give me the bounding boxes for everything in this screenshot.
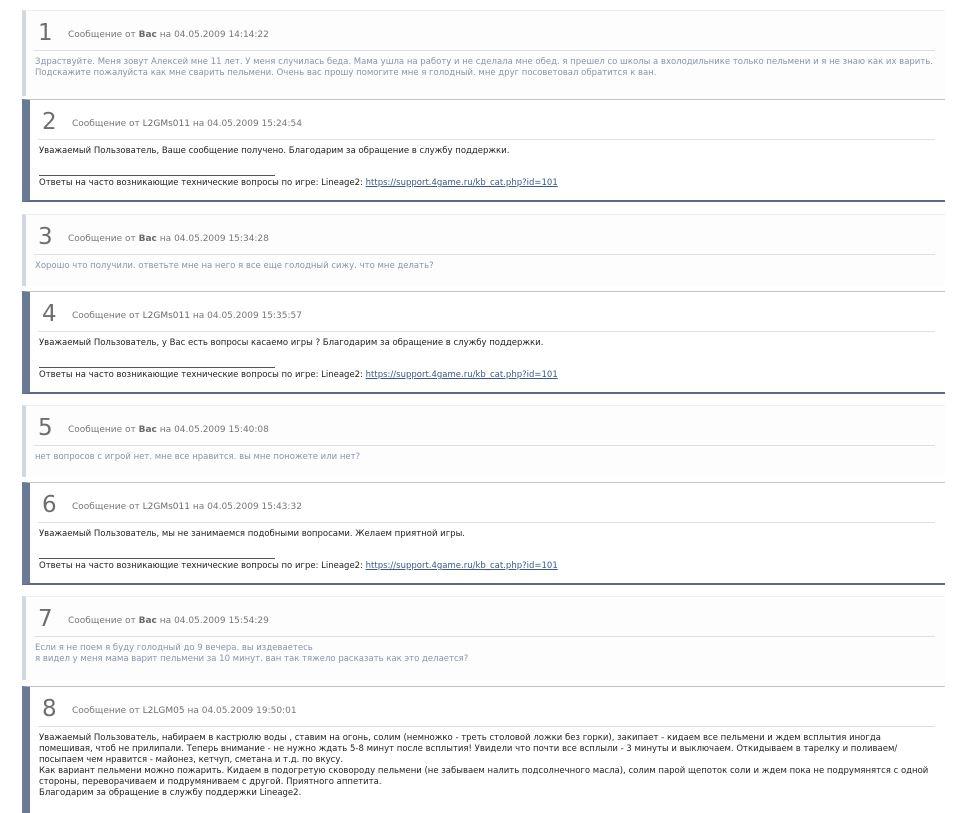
message-4 [22,291,945,394]
message-meta: Сообщение от Вас на 04.05.2009 15:54:29 [68,616,269,626]
message-author: Вас [138,616,157,626]
message-number: 8 [42,696,57,722]
message-number: 5 [38,415,53,441]
message-datetime: 04.05.2009 15:43:32 [207,502,302,512]
message-author: L2GMs011 [142,502,190,512]
message-header [38,696,935,727]
message-body: Уважаемый Пользователь, у Вас есть вопросы касаемо игры ? Благодарим за обращение в службу поддержки. [39,338,544,348]
message-number: 3 [38,224,53,250]
message-meta: Сообщение от L2GMs011 на 04.05.2009 15:24:54 [72,119,302,129]
message-meta: Сообщение от L2LGM05 на 04.05.2009 19:50:01 [72,706,297,716]
signature: Ответы на часто возникающие технические вопросы по игре: Lineage2: https://support.4game.ru/kb_cat.php?id=101 [39,178,558,188]
message-header [38,109,935,140]
message-datetime: 04.05.2009 15:40:08 [174,425,269,435]
signature-divider [39,175,275,176]
message-header [38,301,935,332]
message-2 [22,99,945,202]
message-body: Здраствуйте. Меня зовут Алексей мне 11 лет. У меня случилась беда. Мама ушла на работу и не сделала мне обед. я прешел со школы а вхолодильнике только пельмени и я не знаю как их варить. Подскажите пожалуйста как мне сварить пельмени. Очень вас прошу помогите мне я голодный. мне друг посоветовал обратится к ван. [35,57,933,78]
message-meta: Сообщение от Вас на 04.05.2009 15:34:28 [68,234,269,244]
message-author: L2GMs011 [142,119,190,129]
message-author: Вас [138,425,157,435]
message-meta: Сообщение от Вас на 04.05.2009 15:40:08 [68,425,269,435]
message-number: 2 [42,109,57,135]
message-meta: Сообщение от L2GMs011 на 04.05.2009 15:35:57 [72,311,302,321]
faq-link[interactable]: https://support.4game.ru/kb_cat.php?id=101 [365,561,558,571]
message-6 [22,482,945,585]
message-header [38,492,935,523]
message-5 [22,405,945,477]
message-body: Уважаемый Пользователь, набираем в кастрюлю воды , ставим на огонь, солим (немножко - треть столовой ложки без горки), закипает - кидаем все пельмени и ждем всплытия иногда помешивая, чтоб не прилипали. Теперь внимание - не нужно ждать 5-8 минут после всплытия! Увидели что почти все всплыли - 3 минуты и выключаем. Откидываем в тарелку и поливаем/посыпаем чем нравится - майонез, кетчуп, сметана и т.д. по вкусу. Как вариант пельмени можно пожарить. Кидаем в подогретую сковороду пельмени (не забываем налить подсолнечного масла), солим парой щепоток соли и ждем пока не подрумянятся с одной стороны, переворачиваем и подрумяниваем с другой. Приятного аппетита. Благодарим за обращение в службу поддержки Lineage2. [39,733,929,798]
message-author: Вас [138,30,157,40]
message-body: Уважаемый Пользователь, Ваше сообщение получено. Благодарим за обращение в службу поддержки. [39,146,510,156]
message-datetime: 04.05.2009 15:24:54 [207,119,302,129]
message-7 [22,596,945,680]
signature-divider [39,367,275,368]
message-number: 7 [38,606,53,632]
faq-link[interactable]: https://support.4game.ru/kb_cat.php?id=101 [365,370,558,380]
message-datetime: 04.05.2009 15:54:29 [174,616,269,626]
message-number: 4 [42,301,57,327]
message-header [34,606,935,637]
message-3 [22,214,945,286]
message-number: 6 [42,492,57,518]
message-author: L2LGM05 [142,706,185,716]
message-header [34,224,935,255]
signature: Ответы на часто возникающие технические вопросы по игре: Lineage2: https://support.4game.ru/kb_cat.php?id=101 [39,561,558,571]
message-author: Вас [138,234,157,244]
message-meta: Сообщение от Вас на 04.05.2009 14:14:22 [68,30,269,40]
message-1 [22,10,945,96]
message-author: L2GMs011 [142,311,190,321]
signature: Ответы на часто возникающие технические вопросы по игре: Lineage2: https://support.4game.ru/kb_cat.php?id=101 [39,370,558,380]
message-datetime: 04.05.2009 15:35:57 [207,311,302,321]
message-header [34,415,935,446]
signature-divider [39,558,275,559]
message-8 [22,686,945,813]
message-datetime: 04.05.2009 14:14:22 [174,30,269,40]
faq-link[interactable]: https://support.4game.ru/kb_cat.php?id=101 [365,178,558,188]
message-body: Если я не поем я буду голодный до 9 вечера. вы издеваетесь я видел у меня мама варит пельмени за 10 минут. ван так тяжело расказать как это делается? [35,643,469,664]
message-body: Хорошо что получили. ответьте мне на него я все еще голодный сижу. что мне делать? [35,261,434,271]
message-header [34,20,935,51]
message-datetime: 04.05.2009 15:34:28 [174,234,269,244]
message-body: нет вопросов с игрой нет. мне все нравится. вы мне поножете или нет? [35,452,361,462]
message-body: Уважаемый Пользователь, мы не занимаемся подобными вопросами. Желаем приятной игры. [39,529,465,539]
message-meta: Сообщение от L2GMs011 на 04.05.2009 15:43:32 [72,502,302,512]
message-number: 1 [38,20,53,46]
message-datetime: 04.05.2009 19:50:01 [201,706,297,716]
